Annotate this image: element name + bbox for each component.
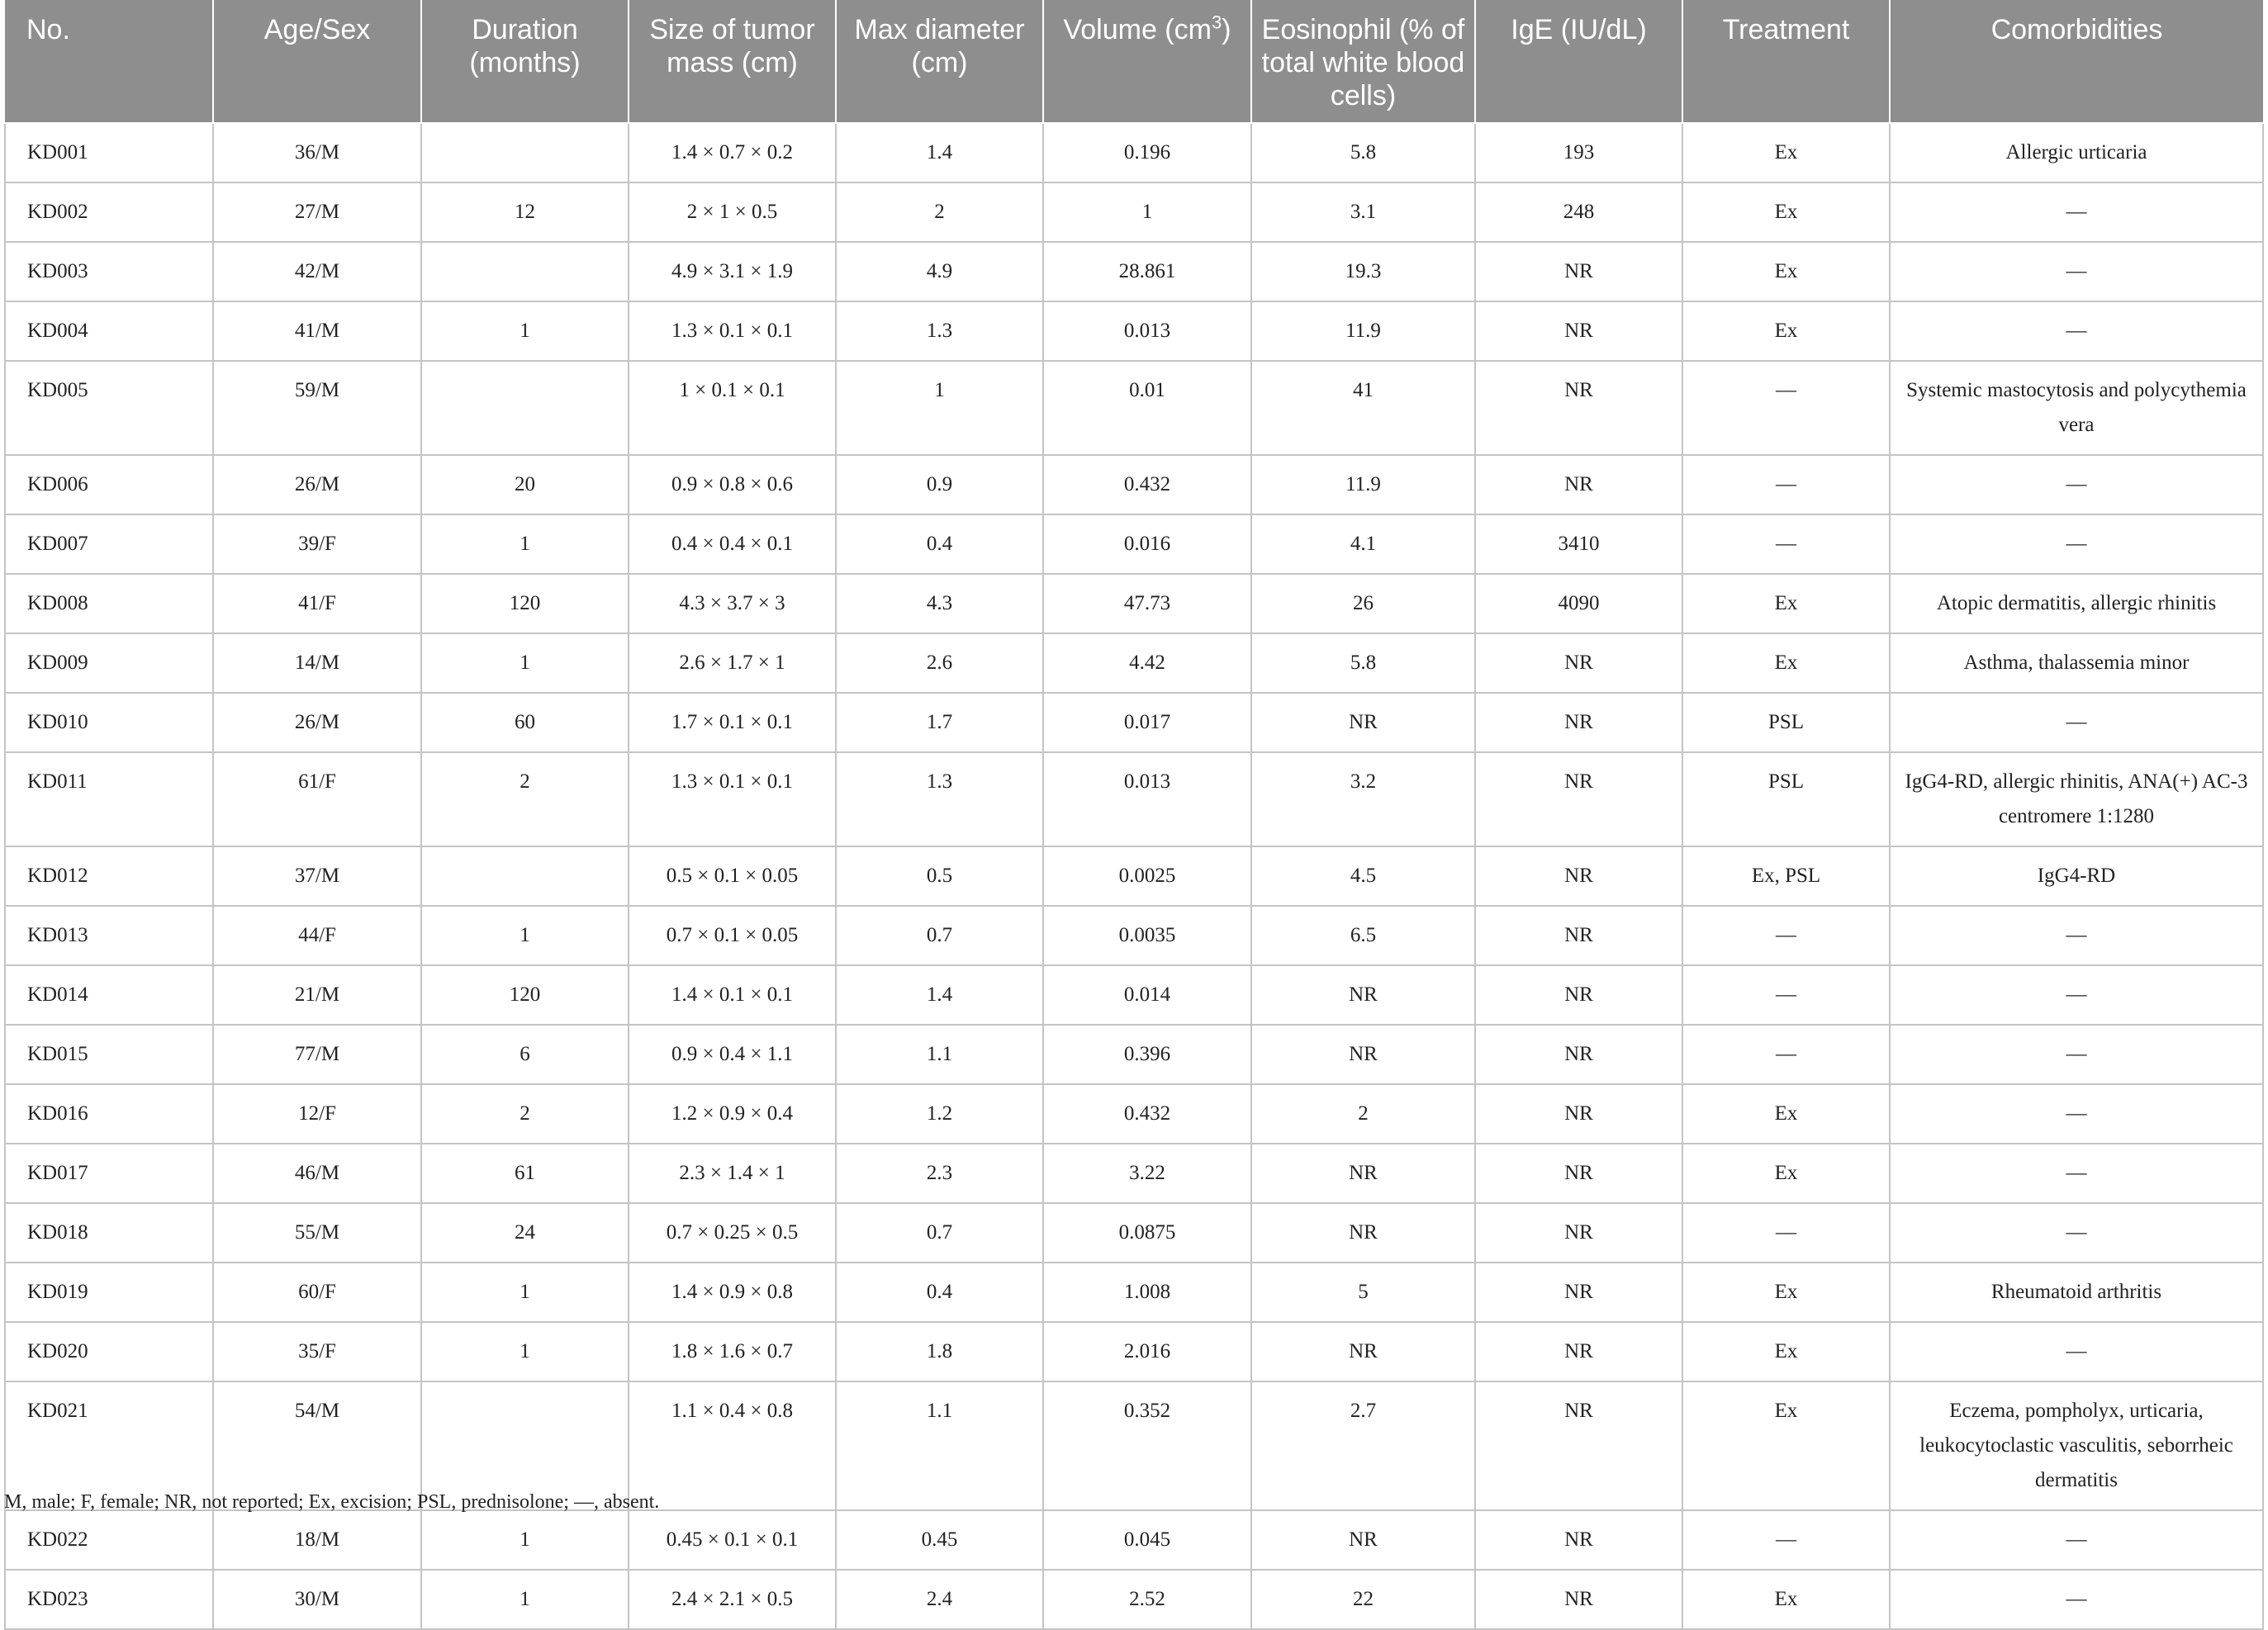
cell-volume: 1 xyxy=(1043,182,1251,242)
cell-size: 1 × 0.1 × 0.1 xyxy=(629,361,836,455)
table-row xyxy=(5,1322,2263,1381)
cell-no: KD014 xyxy=(5,965,213,1025)
cell-eosinophil: NR xyxy=(1251,1510,1475,1570)
cell-no: KD012 xyxy=(5,846,213,906)
cell-duration: 1 xyxy=(421,514,629,574)
cell-treatment: PSL xyxy=(1682,693,1890,752)
cell-age-sex: 60/F xyxy=(213,1263,421,1322)
cell-size: 0.7 × 0.1 × 0.05 xyxy=(629,906,836,965)
cell-treatment: — xyxy=(1682,1203,1890,1263)
cell-age-sex: 30/M xyxy=(213,1570,421,1629)
cell-comorbidities: IgG4-RD xyxy=(1890,846,2263,906)
cell-duration xyxy=(421,123,629,182)
cell-treatment: Ex xyxy=(1682,1144,1890,1203)
cell-no: KD001 xyxy=(5,123,213,182)
cell-age-sex: 42/M xyxy=(213,242,421,301)
cell-ige: 248 xyxy=(1475,182,1682,242)
cell-ige: NR xyxy=(1475,1510,1682,1570)
table-row xyxy=(5,1570,2263,1629)
cell-age-sex: 61/F xyxy=(213,752,421,846)
cell-no: KD006 xyxy=(5,455,213,514)
cell-volume: 0.01 xyxy=(1043,361,1251,455)
cell-volume: 0.352 xyxy=(1043,1381,1251,1510)
header-age-sex: Age/Sex xyxy=(213,0,421,123)
table-row xyxy=(5,1084,2263,1144)
cell-volume: 0.013 xyxy=(1043,752,1251,846)
cell-age-sex: 54/M xyxy=(213,1381,421,1510)
cell-size: 0.7 × 0.25 × 0.5 xyxy=(629,1203,836,1263)
header-volume xyxy=(1043,0,1251,123)
cell-eosinophil: 22 xyxy=(1251,1570,1475,1629)
cell-treatment: Ex xyxy=(1682,1322,1890,1381)
cell-volume: 47.73 xyxy=(1043,574,1251,633)
cell-age-sex: 27/M xyxy=(213,182,421,242)
header-volume-label: Volume (cm xyxy=(1063,14,1212,45)
cell-volume: 0.016 xyxy=(1043,514,1251,574)
cell-age-sex: 35/F xyxy=(213,1322,421,1381)
cell-max-diameter: 0.4 xyxy=(836,1263,1043,1322)
cell-age-sex: 77/M xyxy=(213,1025,421,1084)
cell-duration: 24 xyxy=(421,1203,629,1263)
cell-duration xyxy=(421,242,629,301)
cell-eosinophil: NR xyxy=(1251,965,1475,1025)
cell-size: 4.9 × 3.1 × 1.9 xyxy=(629,242,836,301)
table-row xyxy=(5,693,2263,752)
cell-age-sex: 18/M xyxy=(213,1510,421,1570)
cell-treatment: Ex xyxy=(1682,182,1890,242)
cell-age-sex: 26/M xyxy=(213,693,421,752)
cell-eosinophil: NR xyxy=(1251,1203,1475,1263)
cell-treatment: Ex xyxy=(1682,1263,1890,1322)
header-duration: Duration (months) xyxy=(421,0,629,123)
cell-treatment: Ex, PSL xyxy=(1682,846,1890,906)
cell-eosinophil: 5.8 xyxy=(1251,123,1475,182)
cell-treatment: Ex xyxy=(1682,301,1890,361)
table-row xyxy=(5,752,2263,846)
cell-comorbidities: — xyxy=(1890,693,2263,752)
cell-age-sex: 44/F xyxy=(213,906,421,965)
cell-no: KD013 xyxy=(5,906,213,965)
cell-duration: 61 xyxy=(421,1144,629,1203)
cell-size: 2.6 × 1.7 × 1 xyxy=(629,633,836,693)
cell-eosinophil: 4.5 xyxy=(1251,846,1475,906)
cell-treatment: — xyxy=(1682,1025,1890,1084)
cell-no: KD004 xyxy=(5,301,213,361)
cell-max-diameter: 0.7 xyxy=(836,906,1043,965)
cell-duration: 1 xyxy=(421,1322,629,1381)
cell-ige: 4090 xyxy=(1475,574,1682,633)
table-row xyxy=(5,1203,2263,1263)
cell-eosinophil: NR xyxy=(1251,1322,1475,1381)
cell-duration: 6 xyxy=(421,1025,629,1084)
cell-max-diameter: 2.4 xyxy=(836,1570,1043,1629)
cell-volume: 2.52 xyxy=(1043,1570,1251,1629)
cell-ige: NR xyxy=(1475,1144,1682,1203)
table-row xyxy=(5,1025,2263,1084)
table-row xyxy=(5,1510,2263,1570)
cell-comorbidities: — xyxy=(1890,965,2263,1025)
header-ige: IgE (IU/dL) xyxy=(1475,0,1682,123)
cell-eosinophil: 3.2 xyxy=(1251,752,1475,846)
cell-age-sex: 26/M xyxy=(213,455,421,514)
cell-eosinophil: NR xyxy=(1251,1025,1475,1084)
cell-size: 1.4 × 0.9 × 0.8 xyxy=(629,1263,836,1322)
header-volume-close: ) xyxy=(1222,14,1231,45)
cell-no: KD017 xyxy=(5,1144,213,1203)
header-eosinophil: Eosinophil (% of total white blood cells) xyxy=(1251,0,1475,123)
cell-volume: 0.017 xyxy=(1043,693,1251,752)
cell-ige: NR xyxy=(1475,906,1682,965)
cell-no: KD016 xyxy=(5,1084,213,1144)
cell-max-diameter: 2 xyxy=(836,182,1043,242)
cell-max-diameter: 0.4 xyxy=(836,514,1043,574)
patient-table xyxy=(4,0,2264,1630)
table-row xyxy=(5,182,2263,242)
cell-ige: NR xyxy=(1475,752,1682,846)
cell-age-sex: 59/M xyxy=(213,361,421,455)
cell-treatment: Ex xyxy=(1682,1570,1890,1629)
cell-duration: 12 xyxy=(421,182,629,242)
cell-duration: 120 xyxy=(421,965,629,1025)
cell-eosinophil: 11.9 xyxy=(1251,301,1475,361)
cell-size: 0.4 × 0.4 × 0.1 xyxy=(629,514,836,574)
cell-duration xyxy=(421,361,629,455)
cell-no: KD005 xyxy=(5,361,213,455)
cell-max-diameter: 0.9 xyxy=(836,455,1043,514)
cell-ige: 193 xyxy=(1475,123,1682,182)
cell-no: KD022 xyxy=(5,1510,213,1570)
cell-comorbidities: — xyxy=(1890,1570,2263,1629)
cell-eosinophil: 2 xyxy=(1251,1084,1475,1144)
cell-ige: NR xyxy=(1475,1263,1682,1322)
cell-duration: 1 xyxy=(421,301,629,361)
cell-comorbidities: Systemic mastocytosis and polycythemia vera xyxy=(1890,361,2263,455)
cell-eosinophil: 41 xyxy=(1251,361,1475,455)
cell-volume: 0.013 xyxy=(1043,301,1251,361)
cell-duration: 1 xyxy=(421,633,629,693)
cell-no: KD011 xyxy=(5,752,213,846)
cell-size: 0.9 × 0.4 × 1.1 xyxy=(629,1025,836,1084)
cell-treatment: — xyxy=(1682,514,1890,574)
cell-volume: 0.0875 xyxy=(1043,1203,1251,1263)
cell-max-diameter: 1.1 xyxy=(836,1025,1043,1084)
cell-no: KD008 xyxy=(5,574,213,633)
cell-no: KD015 xyxy=(5,1025,213,1084)
cell-ige: NR xyxy=(1475,846,1682,906)
cell-duration: 2 xyxy=(421,752,629,846)
cell-no: KD002 xyxy=(5,182,213,242)
cell-treatment: Ex xyxy=(1682,574,1890,633)
cell-max-diameter: 1.4 xyxy=(836,123,1043,182)
cell-comorbidities: Atopic dermatitis, allergic rhinitis xyxy=(1890,574,2263,633)
cell-duration: 1 xyxy=(421,1510,629,1570)
cell-max-diameter: 1.4 xyxy=(836,965,1043,1025)
cell-size: 1.3 × 0.1 × 0.1 xyxy=(629,752,836,846)
cell-volume: 0.396 xyxy=(1043,1025,1251,1084)
header-treatment: Treatment xyxy=(1682,0,1890,123)
cell-max-diameter: 1.7 xyxy=(836,693,1043,752)
cell-treatment: Ex xyxy=(1682,633,1890,693)
cell-ige: 3410 xyxy=(1475,514,1682,574)
header-volume-exponent: 3 xyxy=(1211,12,1222,33)
cell-size: 0.9 × 0.8 × 0.6 xyxy=(629,455,836,514)
cell-ige: NR xyxy=(1475,633,1682,693)
cell-treatment: — xyxy=(1682,455,1890,514)
cell-age-sex: 37/M xyxy=(213,846,421,906)
table-row xyxy=(5,633,2263,693)
cell-max-diameter: 1 xyxy=(836,361,1043,455)
cell-age-sex: 12/F xyxy=(213,1084,421,1144)
table-row xyxy=(5,906,2263,965)
cell-treatment: Ex xyxy=(1682,242,1890,301)
cell-eosinophil: 11.9 xyxy=(1251,455,1475,514)
cell-treatment: Ex xyxy=(1682,1381,1890,1510)
cell-size: 1.7 × 0.1 × 0.1 xyxy=(629,693,836,752)
cell-size: 0.5 × 0.1 × 0.05 xyxy=(629,846,836,906)
cell-age-sex: 41/F xyxy=(213,574,421,633)
cell-ige: NR xyxy=(1475,455,1682,514)
cell-no: KD023 xyxy=(5,1570,213,1629)
cell-size: 1.4 × 0.7 × 0.2 xyxy=(629,123,836,182)
cell-eosinophil: NR xyxy=(1251,693,1475,752)
cell-treatment: — xyxy=(1682,361,1890,455)
cell-ige: NR xyxy=(1475,1084,1682,1144)
cell-comorbidities: Asthma, thalassemia minor xyxy=(1890,633,2263,693)
cell-no: KD010 xyxy=(5,693,213,752)
cell-size: 2 × 1 × 0.5 xyxy=(629,182,836,242)
cell-comorbidities: — xyxy=(1890,906,2263,965)
cell-volume: 0.0025 xyxy=(1043,846,1251,906)
cell-max-diameter: 1.8 xyxy=(836,1322,1043,1381)
header-row xyxy=(5,0,2263,123)
table-body xyxy=(5,123,2263,1629)
table-row xyxy=(5,965,2263,1025)
cell-comorbidities: — xyxy=(1890,301,2263,361)
cell-max-diameter: 2.6 xyxy=(836,633,1043,693)
cell-size: 2.3 × 1.4 × 1 xyxy=(629,1144,836,1203)
header-no: No. xyxy=(5,0,213,123)
cell-age-sex: 14/M xyxy=(213,633,421,693)
cell-treatment: Ex xyxy=(1682,123,1890,182)
table-row xyxy=(5,301,2263,361)
cell-eosinophil: 3.1 xyxy=(1251,182,1475,242)
cell-eosinophil: 19.3 xyxy=(1251,242,1475,301)
cell-age-sex: 55/M xyxy=(213,1203,421,1263)
cell-treatment: PSL xyxy=(1682,752,1890,846)
cell-eosinophil: 5.8 xyxy=(1251,633,1475,693)
cell-ige: NR xyxy=(1475,361,1682,455)
cell-eosinophil: 4.1 xyxy=(1251,514,1475,574)
cell-duration: 1 xyxy=(421,1263,629,1322)
cell-no: KD009 xyxy=(5,633,213,693)
cell-duration xyxy=(421,846,629,906)
cell-max-diameter: 1.2 xyxy=(836,1084,1043,1144)
cell-ige: NR xyxy=(1475,301,1682,361)
cell-size: 1.8 × 1.6 × 0.7 xyxy=(629,1322,836,1381)
cell-volume: 0.045 xyxy=(1043,1510,1251,1570)
cell-max-diameter: 2.3 xyxy=(836,1144,1043,1203)
header-comorbidities: Comorbidities xyxy=(1890,0,2263,123)
table-row xyxy=(5,574,2263,633)
cell-comorbidities: — xyxy=(1890,1203,2263,1263)
cell-treatment: — xyxy=(1682,906,1890,965)
cell-age-sex: 39/F xyxy=(213,514,421,574)
cell-volume: 0.196 xyxy=(1043,123,1251,182)
cell-max-diameter: 1.1 xyxy=(836,1381,1043,1510)
cell-comorbidities: IgG4-RD, allergic rhinitis, ANA(+) AC-3 centromere 1:1280 xyxy=(1890,752,2263,846)
cell-max-diameter: 0.5 xyxy=(836,846,1043,906)
cell-ige: NR xyxy=(1475,693,1682,752)
cell-age-sex: 21/M xyxy=(213,965,421,1025)
cell-eosinophil: 2.7 xyxy=(1251,1381,1475,1510)
cell-ige: NR xyxy=(1475,1025,1682,1084)
cell-comorbidities: Rheumatoid arthritis xyxy=(1890,1263,2263,1322)
table-row xyxy=(5,846,2263,906)
cell-ige: NR xyxy=(1475,1203,1682,1263)
cell-size: 1.4 × 0.1 × 0.1 xyxy=(629,965,836,1025)
cell-max-diameter: 4.3 xyxy=(836,574,1043,633)
cell-duration: 60 xyxy=(421,693,629,752)
cell-volume: 0.0035 xyxy=(1043,906,1251,965)
cell-comorbidities: — xyxy=(1890,242,2263,301)
cell-no: KD021 xyxy=(5,1381,213,1510)
cell-duration: 2 xyxy=(421,1084,629,1144)
cell-eosinophil: 6.5 xyxy=(1251,906,1475,965)
table-row xyxy=(5,242,2263,301)
cell-ige: NR xyxy=(1475,1322,1682,1381)
cell-duration: 1 xyxy=(421,1570,629,1629)
table-row xyxy=(5,1263,2263,1322)
cell-age-sex: 41/M xyxy=(213,301,421,361)
cell-no: KD007 xyxy=(5,514,213,574)
table-row xyxy=(5,123,2263,182)
cell-comorbidities: — xyxy=(1890,1084,2263,1144)
cell-max-diameter: 1.3 xyxy=(836,752,1043,846)
cell-volume: 28.861 xyxy=(1043,242,1251,301)
table-footnote: M, male; F, female; NR, not reported; Ex, excision; PSL, prednisolone; —, absent. xyxy=(4,1491,660,1513)
cell-comorbidities: Allergic urticaria xyxy=(1890,123,2263,182)
cell-eosinophil: 5 xyxy=(1251,1263,1475,1322)
cell-ige: NR xyxy=(1475,1381,1682,1510)
cell-comorbidities: — xyxy=(1890,1144,2263,1203)
table-row xyxy=(5,514,2263,574)
table-row xyxy=(5,455,2263,514)
cell-comorbidities: Eczema, pompholyx, urticaria, leukocytoclastic vasculitis, seborrheic dermatitis xyxy=(1890,1381,2263,1510)
cell-size: 1.2 × 0.9 × 0.4 xyxy=(629,1084,836,1144)
cell-duration: 120 xyxy=(421,574,629,633)
cell-comorbidities: — xyxy=(1890,1025,2263,1084)
cell-no: KD018 xyxy=(5,1203,213,1263)
cell-volume: 4.42 xyxy=(1043,633,1251,693)
cell-comorbidities: — xyxy=(1890,182,2263,242)
cell-max-diameter: 0.45 xyxy=(836,1510,1043,1570)
cell-ige: NR xyxy=(1475,1570,1682,1629)
cell-duration: 20 xyxy=(421,455,629,514)
table-header xyxy=(5,0,2263,123)
cell-comorbidities: — xyxy=(1890,1322,2263,1381)
cell-age-sex: 46/M xyxy=(213,1144,421,1203)
cell-max-diameter: 4.9 xyxy=(836,242,1043,301)
cell-treatment: — xyxy=(1682,1510,1890,1570)
table-row xyxy=(5,1144,2263,1203)
cell-eosinophil: NR xyxy=(1251,1144,1475,1203)
cell-max-diameter: 1.3 xyxy=(836,301,1043,361)
cell-size: 0.45 × 0.1 × 0.1 xyxy=(629,1510,836,1570)
cell-no: KD020 xyxy=(5,1322,213,1381)
cell-volume: 2.016 xyxy=(1043,1322,1251,1381)
cell-ige: NR xyxy=(1475,242,1682,301)
cell-volume: 3.22 xyxy=(1043,1144,1251,1203)
table-row xyxy=(5,361,2263,455)
cell-eosinophil: 26 xyxy=(1251,574,1475,633)
cell-no: KD019 xyxy=(5,1263,213,1322)
cell-volume: 0.432 xyxy=(1043,1084,1251,1144)
cell-size: 2.4 × 2.1 × 0.5 xyxy=(629,1570,836,1629)
cell-ige: NR xyxy=(1475,965,1682,1025)
cell-duration: 1 xyxy=(421,906,629,965)
cell-max-diameter: 0.7 xyxy=(836,1203,1043,1263)
cell-comorbidities: — xyxy=(1890,1510,2263,1570)
cell-size: 4.3 × 3.7 × 3 xyxy=(629,574,836,633)
header-size: Size of tumor mass (cm) xyxy=(629,0,836,123)
cell-comorbidities: — xyxy=(1890,455,2263,514)
cell-size: 1.3 × 0.1 × 0.1 xyxy=(629,301,836,361)
cell-volume: 0.432 xyxy=(1043,455,1251,514)
cell-comorbidities: — xyxy=(1890,514,2263,574)
cell-treatment: Ex xyxy=(1682,1084,1890,1144)
header-max-diameter: Max diameter (cm) xyxy=(836,0,1043,123)
cell-treatment: — xyxy=(1682,965,1890,1025)
table-container xyxy=(4,0,2262,1630)
cell-size: 1.1 × 0.4 × 0.8 xyxy=(629,1381,836,1510)
cell-age-sex: 36/M xyxy=(213,123,421,182)
cell-no: KD003 xyxy=(5,242,213,301)
cell-volume: 1.008 xyxy=(1043,1263,1251,1322)
cell-volume: 0.014 xyxy=(1043,965,1251,1025)
